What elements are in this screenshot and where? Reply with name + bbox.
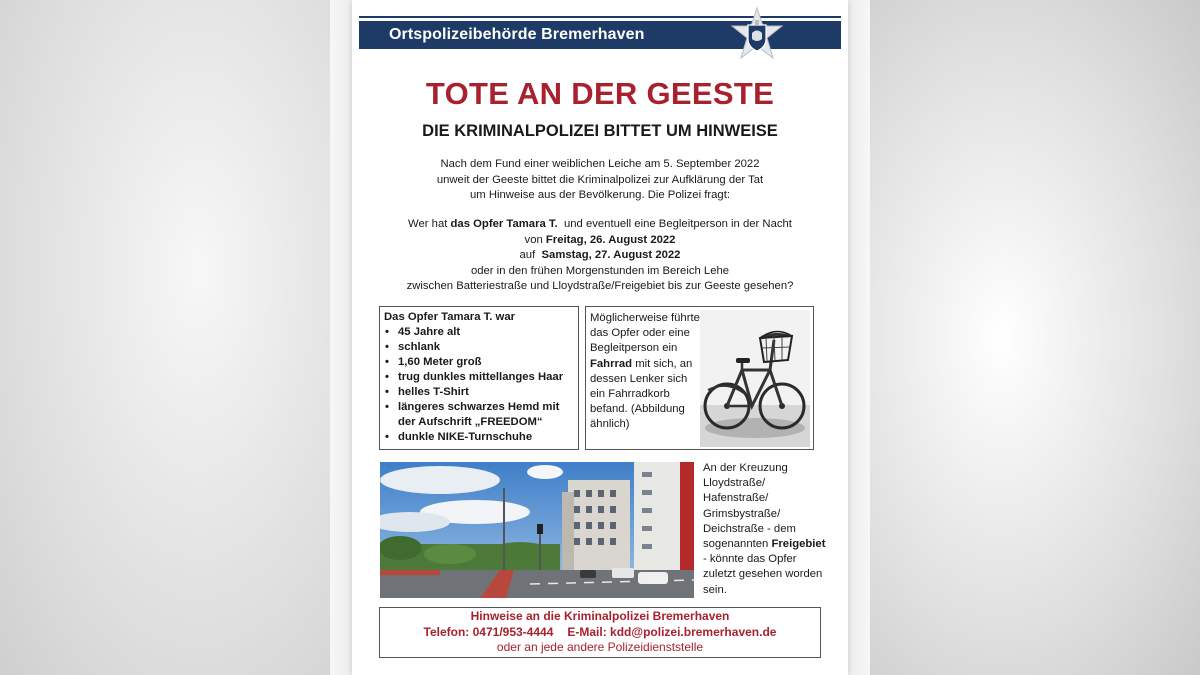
contact-email[interactable]: E-Mail: kdd@polizei.bremerhaven.de bbox=[567, 624, 777, 639]
intro-line: Nach dem Fund einer weiblichen Leiche am 5. September 2022 bbox=[440, 158, 760, 170]
list-item: • 1,60 Meter groß bbox=[384, 355, 574, 370]
intro-line: um Hinweise aus der Bevölkerung. Die Polizei fragt: bbox=[470, 189, 730, 201]
date-saturday: Samstag, 27. August 2022 bbox=[541, 249, 681, 261]
crossing-text-part: - könnte das Opfer zuletzt gesehen worden sein. bbox=[703, 553, 823, 596]
question-text: und eventuell eine Begleitperson in der Nacht bbox=[557, 218, 792, 230]
background-left bbox=[0, 0, 330, 675]
list-item: • helles T-Shirt bbox=[384, 385, 574, 400]
bicycle-text-part: Möglicherweise führte das Opfer oder eine Begleitperson ein bbox=[590, 312, 700, 355]
victim-heading: Das Opfer Tamara T. war bbox=[384, 311, 516, 323]
authority-title: Ortspolizeibehörde Bremerhaven bbox=[389, 26, 645, 43]
contact-phone: Telefon: 0471/953-4444 bbox=[423, 624, 554, 639]
victim-description-box bbox=[379, 306, 579, 450]
contact-alternative: oder an jede andere Polizeidienststelle bbox=[496, 640, 704, 654]
list-item: • längeres schwarzes Hemd mit der Aufschrift „FREEDOM“ bbox=[384, 400, 574, 430]
crossing-keyword: Freigebiet bbox=[771, 538, 826, 551]
bicycle-text bbox=[590, 311, 700, 433]
victim-name: das Opfer Tamara T. bbox=[450, 218, 558, 230]
bicycle-info-box bbox=[585, 306, 814, 450]
subheadline: DIE KRIMINALPOLIZEI BITTET UM HINWEISE bbox=[422, 122, 778, 140]
date-friday: Freitag, 26. August 2022 bbox=[545, 233, 676, 246]
intro-paragraph bbox=[372, 157, 828, 204]
contact-box bbox=[379, 607, 821, 658]
victim-attributes-list bbox=[384, 325, 574, 445]
question-text: von bbox=[524, 233, 546, 246]
wanted-poster bbox=[352, 0, 848, 675]
list-item: • trug dunkles mittellanges Haar bbox=[384, 370, 574, 385]
question-line bbox=[372, 217, 828, 233]
headline: TOTE AN DER GEESTE bbox=[425, 76, 775, 111]
intro-line: unweit der Geeste bittet die Kriminalpolizei zur Aufklärung der Tat bbox=[436, 173, 764, 186]
street-crossing-photo bbox=[380, 462, 694, 598]
contact-details bbox=[380, 625, 820, 641]
police-star-badge-icon bbox=[729, 6, 785, 66]
question-line: oder in den frühen Morgenstunden im Bereich Lehe bbox=[470, 264, 730, 277]
list-item: • schlank bbox=[384, 340, 574, 355]
bicycle-keyword: Fahrrad bbox=[590, 357, 633, 370]
list-item: • dunkle NIKE-Turnschuhe bbox=[384, 430, 574, 445]
witness-question bbox=[372, 217, 828, 295]
question-text: auf bbox=[519, 249, 542, 261]
question-line bbox=[372, 233, 828, 249]
question-line bbox=[372, 248, 828, 264]
crossing-text bbox=[703, 461, 829, 598]
contact-title: Hinweise an die Kriminalpolizei Bremerhaven bbox=[470, 609, 730, 623]
list-item: • 45 Jahre alt bbox=[384, 325, 574, 340]
question-text: Wer hat bbox=[408, 218, 451, 230]
crossing-text-part: An der Kreuzung Lloydstraße/ Hafenstraße/ Grimsbystraße/ Deichstraße - dem sogenannten bbox=[703, 462, 796, 551]
question-line: zwischen Batteriestraße und Lloydstraße/Freigebiet bis zur Geeste gesehen? bbox=[406, 280, 794, 292]
bicycle-text-part: mit sich, an dessen Lenker sich ein Fahrradkorb befand. (Abbildung ähnlich) bbox=[590, 357, 693, 431]
background-right bbox=[870, 0, 1200, 675]
bicycle-photo bbox=[700, 310, 810, 447]
